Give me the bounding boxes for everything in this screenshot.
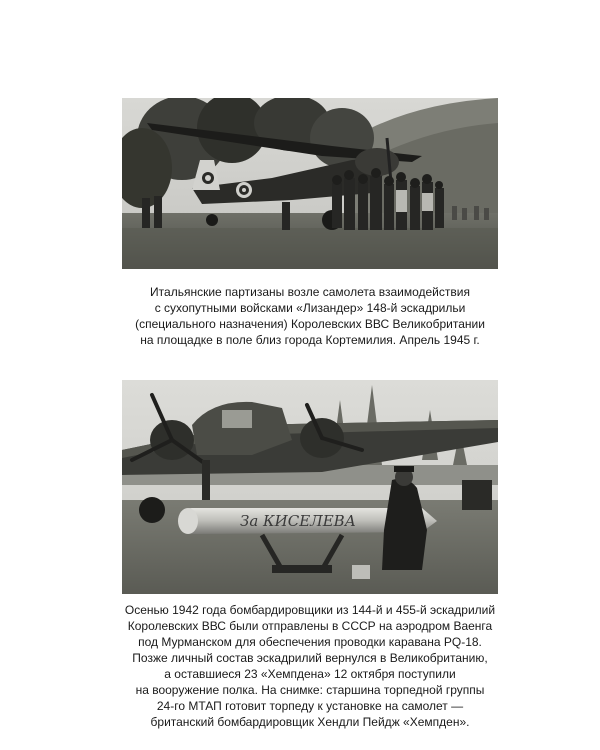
- caption-line: британский бомбардировщик Хендли Пейдж «Хемпден».: [150, 715, 470, 729]
- photo-lysander-image: [122, 98, 498, 269]
- torpedo-inscription: За КИСЕЛЕВА: [240, 512, 357, 530]
- caption-line: на вооружение полка. На снимке: старшина торпедной группы: [135, 683, 485, 697]
- caption-line: Королевских ВВС были отправлены в СССР на аэродром Ваенга: [127, 619, 493, 633]
- caption-line: 24-го МТАП готовит торпеду к установке на самолет —: [156, 699, 464, 713]
- caption-line: а оставшиеся 23 «Хемпдена» 12 октября поступили: [164, 667, 456, 681]
- caption-lysander: [100, 284, 520, 348]
- caption-line: Осенью 1942 года бомбардировщики из 144-й и 455-й эскадрилий: [124, 603, 496, 617]
- caption-line: (специального назначения) Королевских ВВС Великобритании: [135, 317, 485, 331]
- caption-line: Позже личный состав эскадрилий вернулся в Великобританию,: [132, 651, 488, 665]
- caption-line: под Мурманском для обеспечения проводки каравана PQ-18.: [138, 635, 482, 649]
- photo-hampden: [122, 380, 498, 594]
- photo-lysander: [122, 98, 498, 269]
- caption-line: Итальянские партизаны возле самолета взаимодействия: [150, 285, 470, 299]
- caption-line: с сухопутными войсками «Лизандер» 148-й эскадрильи: [154, 301, 466, 315]
- photo-hampden-image: [122, 380, 498, 594]
- caption-line: на площадке в поле близ города Кортемилия. Апрель 1945 г.: [140, 333, 480, 347]
- caption-hampden: [100, 602, 520, 730]
